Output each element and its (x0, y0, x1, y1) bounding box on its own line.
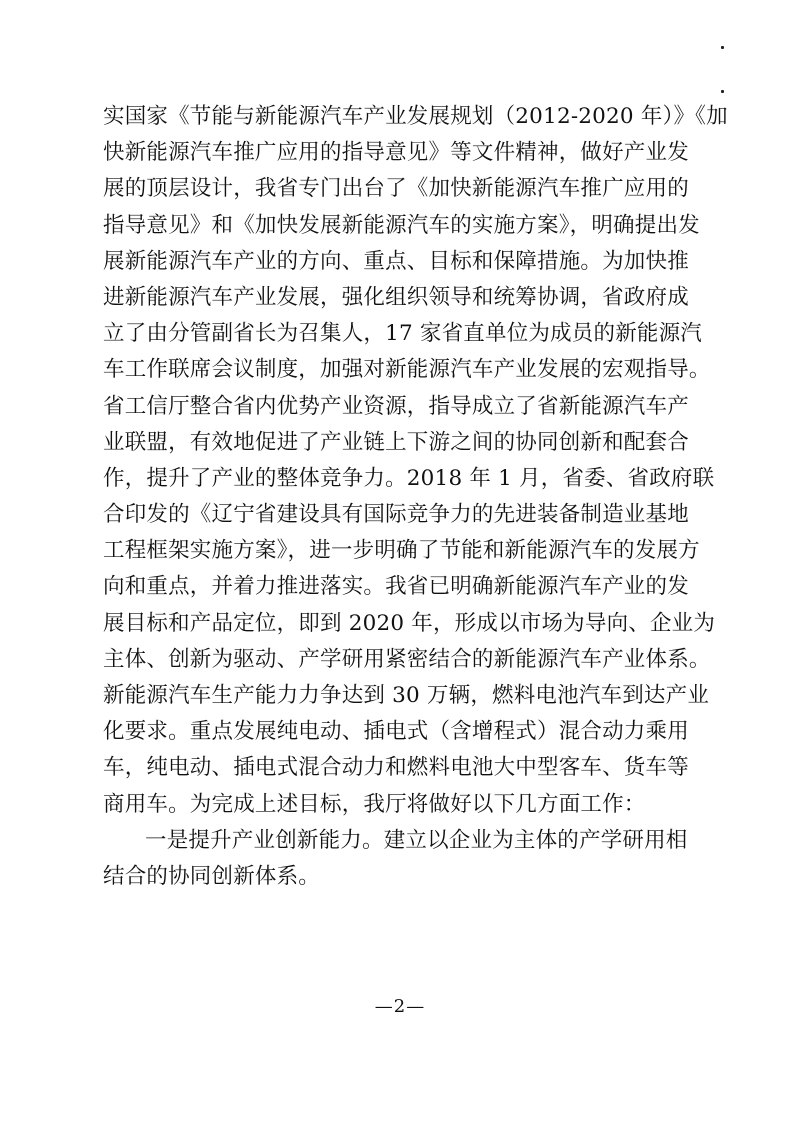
body-text (103, 99, 728, 895)
scan-speck (721, 90, 724, 93)
text-line: 合印发的《辽宁省建设具有国际竞争力的先进装备制造业基地 (103, 502, 689, 528)
scan-speck (721, 46, 724, 49)
page-number: —2— (374, 996, 426, 1017)
text-line: 商用车。为完成上述目标，我厅将做好以下几方面工作： (103, 791, 646, 817)
text-line: 车，纯电动、插电式混合动力和燃料电池大中型客车、货车等 (103, 755, 689, 781)
text-line: 立了由分管副省长为召集人，17 家省直单位为成员的新能源汽 (103, 321, 702, 347)
text-line: 车工作联席会议制度，加强对新能源汽车产业发展的宏观指导。 (103, 357, 711, 383)
text-line: 展目标和产品定位，即到 2020 年，形成以市场为导向、企业为 (103, 610, 716, 636)
text-line: 一是提升产业创新能力。建立以企业为主体的产学研用相 (145, 827, 688, 853)
text-line: 指导意见》和《加快发展新能源汽车的实施方案》，明确提出发 (103, 212, 700, 238)
text-line: 新能源汽车生产能力力争达到 30 万辆，燃料电池汽车到达产业 (103, 683, 710, 708)
text-line: 工程框架实施方案》，进一步明确了节能和新能源汽车的发展方 (103, 538, 700, 564)
text-line: 省工信厅整合省内优势产业资源，指导成立了省新能源汽车产 (103, 393, 689, 419)
text-line: 业联盟，有效地促进了产业链上下游之间的协同创新和配套合 (103, 429, 689, 455)
text-line: 展的顶层设计，我省专门出台了《加快新能源汽车推广应用的 (103, 176, 689, 202)
text-line: 快新能源汽车推广应用的指导意见》等文件精神，做好产业发 (103, 140, 689, 166)
text-line: 展新能源汽车产业的方向、重点、目标和保障措施。为加快推 (103, 248, 689, 274)
text-line: 主体、创新为驱动、产学研用紧密结合的新能源汽车产业体系。 (103, 646, 711, 672)
text-line: 作，提升了产业的整体竞争力。2018 年 1 月，省委、省政府联 (103, 465, 715, 491)
text-line: 结合的协同创新体系。 (103, 863, 321, 889)
text-line: 实国家《节能与新能源汽车产业发展规划（2012-2020 年）》《加 (103, 104, 728, 129)
text-line: 进新能源汽车产业发展，强化组织领导和统筹协调，省政府成 (103, 284, 689, 310)
text-line: 向和重点，并着力推进落实。我省已明确新能源汽车产业的发 (103, 574, 689, 600)
text-line: 化要求。重点发展纯电动、插电式（含增程式）混合动力乘用 (103, 719, 689, 745)
